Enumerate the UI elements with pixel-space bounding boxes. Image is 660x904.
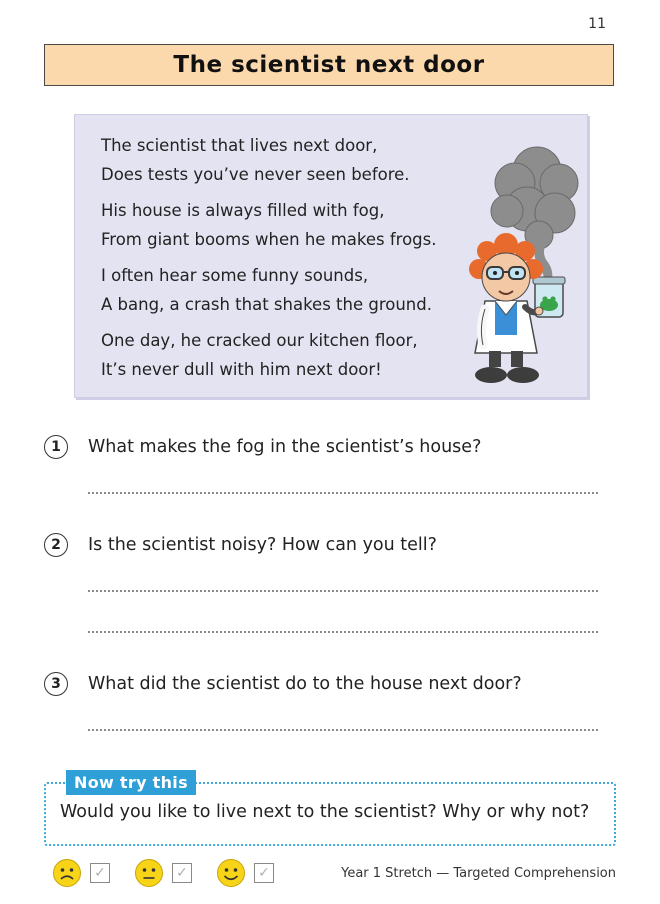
question-2 [44, 533, 604, 557]
answer-line[interactable] [88, 590, 598, 592]
footer-text: Year 1 Stretch — Targeted Comprehension [341, 866, 616, 881]
rating-checkbox[interactable]: ✓ [254, 863, 274, 883]
poem-line: A bang, a crash that shakes the ground. [101, 295, 432, 314]
poem-line: It’s never dull with him next door! [101, 360, 382, 379]
question-text: Is the scientist noisy? How can you tell? [88, 535, 437, 555]
rating-checkbox[interactable]: ✓ [90, 863, 110, 883]
neutral-face-icon [134, 858, 164, 888]
worried-face-icon [52, 858, 82, 888]
question-1 [44, 435, 604, 459]
answer-line[interactable] [88, 492, 598, 494]
poem-stanza-4 [101, 326, 461, 384]
page-title: The scientist next door [173, 52, 485, 78]
now-try-this-box [44, 773, 616, 846]
poem-line: The scientist that lives next door, [101, 136, 378, 155]
question-number: 1 [44, 435, 68, 459]
question-text: What makes the fog in the scientist’s house? [88, 437, 482, 457]
question-number: 2 [44, 533, 68, 557]
now-try-this-label: Now try this [66, 770, 196, 795]
rating-option-happy [216, 858, 274, 888]
page-number: 11 [588, 16, 606, 32]
happy-face-icon [216, 858, 246, 888]
poem-stanza-1 [101, 131, 461, 189]
poem-line: Does tests you’ve never seen before. [101, 165, 410, 184]
rating-option-neutral [134, 858, 192, 888]
poem-panel [74, 114, 588, 398]
poem-stanza-2 [101, 196, 461, 254]
poem-line: His house is always filled with fog, [101, 201, 385, 220]
rating-checkbox[interactable]: ✓ [172, 863, 192, 883]
answer-line[interactable] [88, 631, 598, 633]
title-bar [44, 44, 614, 86]
now-try-this-text: Would you like to live next to the scientist? Why or why not? [60, 802, 590, 822]
poem-stanza-3 [101, 261, 461, 319]
scientist-illustration [467, 131, 587, 393]
question-text: What did the scientist do to the house next door? [88, 674, 522, 694]
self-rating [52, 858, 298, 888]
poem-line: I often hear some funny sounds, [101, 266, 369, 285]
poem-line: From giant booms when he makes frogs. [101, 230, 437, 249]
poem [101, 131, 461, 391]
question-number: 3 [44, 672, 68, 696]
question-3 [44, 672, 604, 696]
answer-line[interactable] [88, 729, 598, 731]
rating-option-worried [52, 858, 110, 888]
poem-line: One day, he cracked our kitchen floor, [101, 331, 418, 350]
